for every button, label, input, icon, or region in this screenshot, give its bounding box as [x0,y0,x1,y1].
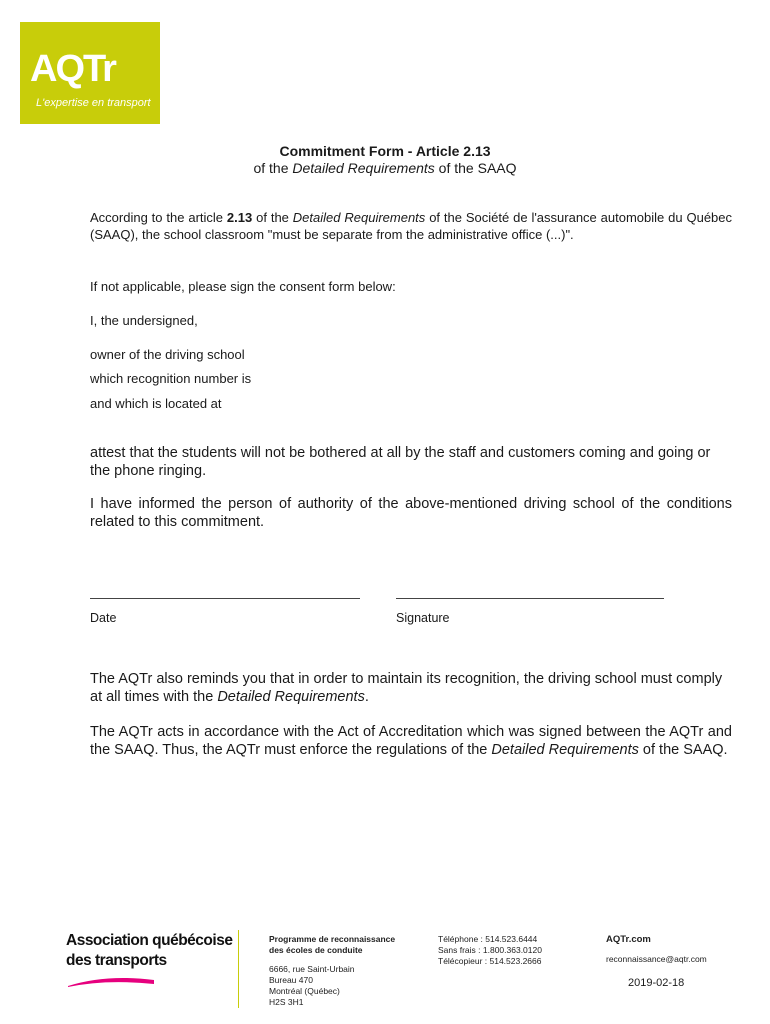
footer-contact: Téléphone : 514.523.6444 Sans frais : 1.800.363.0120 Télécopieur : 514.523.2666 [438,934,542,966]
date-signature-line[interactable] [90,598,360,599]
footer-divider [238,930,239,1008]
form-subtitle: of the Detailed Requirements of the SAAQ [253,160,517,176]
logo-mark: AQTr [30,48,115,90]
location-field-label: and which is located at [90,396,222,411]
informed-paragraph: I have informed the person of authority of the above-mentioned driving school of the conditions related to this commitment. [90,496,732,530]
footer-association-name: Association québécoise des transports [66,932,233,969]
date-label: Date [90,611,117,625]
recognition-field-label: which recognition number is [90,371,252,386]
intro-paragraph: According to the article 2.13 of the Detailed Requirements of the Société de l'assurance automobile du Québec (SAAQ), the school classroom "must be separate from the administrative office (...)". [90,210,733,242]
form-title: Commitment Form - Article 2.13 [279,143,491,159]
logo-tagline: L'expertise en transport [36,97,151,109]
owner-field-label: owner of the driving school [90,347,245,362]
swoosh-icon [66,972,156,988]
consent-prompt: If not applicable, please sign the consent form below: [90,279,396,294]
attest-paragraph: attest that the students will not be bothered at all by the staff and customers coming and going or the phone ringing. [90,445,711,479]
email-link[interactable]: reconnaissance@aqtr.com [606,954,707,964]
website-link[interactable]: AQTr.com [606,934,651,945]
accreditation-paragraph: The AQTr acts in accordance with the Act of Accreditation which was signed between the AQTr and the SAAQ. Thus, the AQTr must enforce the regulations of the Detailed Requirements of the SAAQ. [90,724,732,758]
signature-label: Signature [396,611,450,625]
document-date: 2019-02-18 [628,977,685,989]
reminder-paragraph: The AQTr also reminds you that in order to maintain its recognition, the driving school must comply at all times with the Detailed Requirements. [90,671,723,705]
signature-line[interactable] [396,598,664,599]
footer-web [606,934,707,965]
undersigned-line: I, the undersigned, [90,313,198,328]
aqtr-logo [20,22,160,124]
footer-program: Programme de reconnaissance des écoles de conduite 6666, rue Saint-Urbain Bureau 470 Montréal (Québec) H2S 3H1 [269,934,396,1007]
